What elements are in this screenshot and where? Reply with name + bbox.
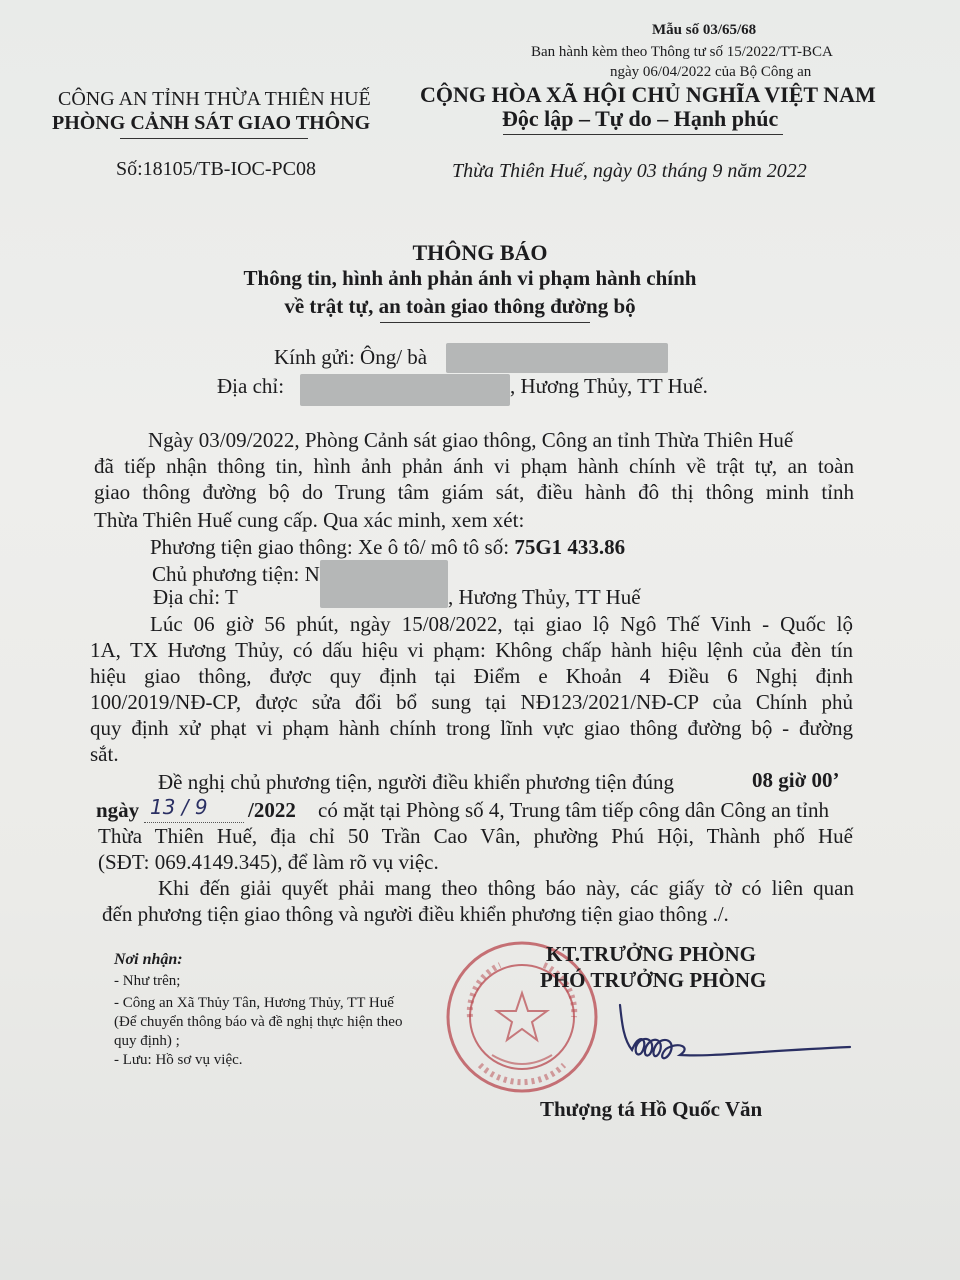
- owner-address-initial: T: [224, 585, 238, 609]
- vehicle-row: [150, 535, 625, 560]
- p3-line3: Thừa Thiên Huế, địa chỉ 50 Trần Cao Vân, phường Phú Hội, Thành phố Huế: [98, 824, 853, 848]
- vehicle-plate: 75G1 433.86: [514, 535, 626, 559]
- issuer-underline: [120, 138, 308, 139]
- redacted-name: [446, 343, 668, 373]
- signature-title1: KT.TRƯỞNG PHÒNG: [546, 942, 756, 966]
- owner-row: [152, 562, 320, 587]
- handwritten-date: 13 / 9: [150, 795, 208, 819]
- handwritten-signature: [560, 995, 880, 1085]
- recipient-address-label: Địa chỉ:: [217, 374, 285, 398]
- p3-line2-b: /2022: [248, 798, 296, 822]
- signature-title2: PHÓ TRƯỞNG PHÒNG: [540, 968, 767, 992]
- owner-initial: N: [304, 562, 320, 586]
- p2-line1: Lúc 06 giờ 56 phút, ngày 15/08/2022, tại giao lộ Ngô Thế Vinh - Quốc lộ: [150, 612, 853, 636]
- form-number: Mẫu số 03/65/68: [652, 22, 757, 38]
- subtitle-underline: [380, 322, 590, 323]
- form-issued-line2: ngày 06/04/2022 của Bộ Công an: [610, 64, 812, 80]
- owner-label: Chủ phương tiện:: [152, 562, 300, 586]
- date-fill-line: [144, 822, 244, 823]
- motto-underline: [503, 134, 783, 135]
- document-title: THÔNG BÁO: [412, 240, 548, 265]
- recipients-item: quy định) ;: [114, 1033, 180, 1049]
- recipients-item: - Công an Xã Thủy Tân, Hương Thủy, TT Huế: [114, 995, 394, 1011]
- p2-line2: 1A, TX Hương Thủy, có dấu hiệu vi phạm: Không chấp hành hiệu lệnh của đèn tín: [90, 638, 853, 662]
- p1-line2: đã tiếp nhận thông tin, hình ảnh phản ánh vi phạm hành chính về trật tự, an toàn: [94, 454, 854, 478]
- p1-line4: Thừa Thiên Huế cung cấp. Qua xác minh, xem xét:: [94, 508, 525, 532]
- place-date: Thừa Thiên Huế, ngày 03 tháng 9 năm 2022: [452, 160, 807, 182]
- document-subtitle2: về trật tự, an toàn giao thông đường bộ: [284, 294, 636, 318]
- owner-address-row: [153, 585, 238, 610]
- recipient-to-label: Kính gửi: Ông/ bà: [274, 345, 428, 369]
- issuer-org1: CÔNG AN TỈNH THỪA THIÊN HUẾ: [58, 88, 371, 110]
- p3-line2-a: ngày: [96, 798, 140, 822]
- form-issued-line1: Ban hành kèm theo Thông tư số 15/2022/TT-BCA: [531, 44, 833, 60]
- doc-number: Số:18105/TB-IOC-PC08: [116, 158, 317, 180]
- issuer-org2: PHÒNG CẢNH SÁT GIAO THÔNG: [52, 112, 371, 134]
- p4-line2: đến phương tiện giao thông và người điều khiển phương tiện giao thông ./.: [102, 902, 729, 926]
- p1-line3: giao thông đường bộ do Trung tâm giám sát, điều hành đô thị thông minh tỉnh: [94, 480, 854, 504]
- p2-line4: 100/2019/NĐ-CP, được sửa đổi bổ sung tại NĐ123/2021/NĐ-CP của Chính phủ: [90, 690, 853, 714]
- p3-line1-a: Đề nghị chủ phương tiện, người điều khiển phương tiện đúng: [158, 770, 674, 794]
- redacted-owner: [320, 560, 448, 608]
- recipients-item: (Để chuyển thông báo và đề nghị thực hiện theo: [114, 1014, 403, 1030]
- vehicle-label: Phương tiện giao thông: Xe ô tô/ mô tô số:: [150, 535, 510, 559]
- recipient-address-tail: , Hương Thủy, TT Huế.: [510, 374, 708, 398]
- p1-line1: Ngày 03/09/2022, Phòng Cảnh sát giao thông, Công an tỉnh Thừa Thiên Huế: [148, 428, 794, 452]
- national-motto: Độc lập – Tự do – Hạnh phúc: [502, 106, 779, 131]
- recipients-item: - Lưu: Hồ sơ vụ việc.: [114, 1052, 243, 1068]
- recipients-item: - Như trên;: [114, 973, 181, 989]
- signer-name: Thượng tá Hồ Quốc Văn: [540, 1097, 763, 1121]
- p4-line1: Khi đến giải quyết phải mang theo thông báo này, các giấy tờ có liên quan: [158, 876, 854, 900]
- national-title: CỘNG HÒA XÃ HỘI CHỦ NGHĨA VIỆT NAM: [420, 82, 876, 107]
- p3-line1-b: 08 giờ 00’: [752, 768, 840, 792]
- p3-line4: (SĐT: 069.4149.345), để làm rõ vụ việc.: [98, 850, 439, 874]
- p2-line5: quy định xử phạt vi phạm hành chính trong lĩnh vực giao thông đường bộ - đường: [90, 716, 853, 740]
- owner-address-label: Địa chỉ:: [153, 585, 221, 609]
- p2-line6: sắt.: [90, 742, 119, 766]
- recipients-title: Nơi nhận:: [114, 951, 183, 968]
- redacted-address: [300, 374, 510, 406]
- owner-address-tail: , Hương Thủy, TT Huế: [448, 585, 641, 609]
- p2-line3: hiệu giao thông, được quy định tại Điểm e Khoản 4 Điều 6 Nghị định: [90, 664, 853, 688]
- document-subtitle1: Thông tin, hình ảnh phản ánh vi phạm hành chính: [243, 266, 697, 290]
- p3-line2-c: có mặt tại Phòng số 4, Trung tâm tiếp công dân Công an tỉnh: [318, 798, 829, 822]
